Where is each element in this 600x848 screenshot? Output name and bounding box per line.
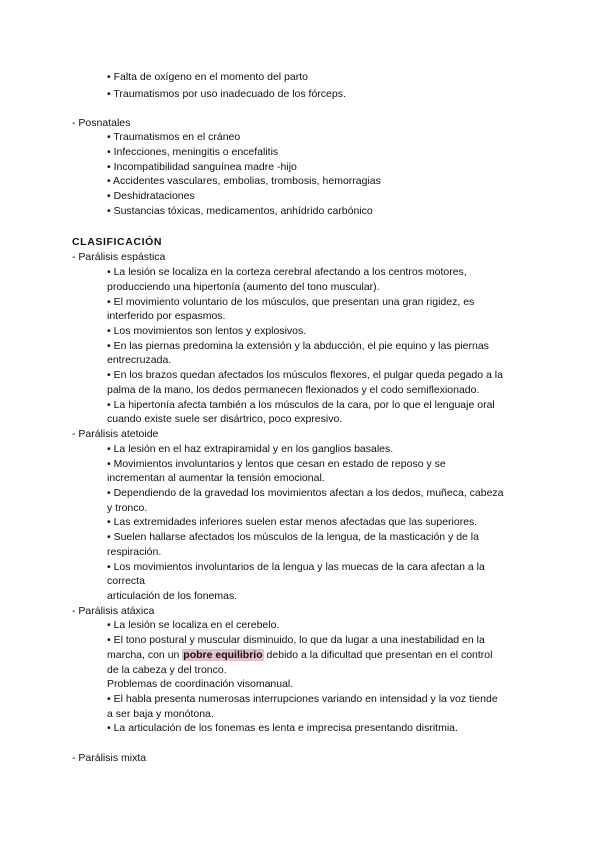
bullet-item: • Deshidrataciones — [107, 190, 195, 202]
bullet-item: • La hipertonía afecta también a los músculos de la cara, por lo que el lenguaje oral — [107, 399, 495, 411]
continuation-text: correcta — [107, 575, 145, 587]
bullet-item: • Dependiendo de la gravedad los movimientos afectan a los dedos, muñeca, cabeza — [107, 487, 504, 499]
continuation-text: articulación de los fonemas. — [107, 590, 238, 602]
bullet-item: • El habla presenta numerosas interrupciones variando en intensidad y la voz tiende — [107, 693, 498, 705]
subsection-label-atetoide: - Parálisis atetoide — [72, 428, 159, 440]
bullet-item: • Los movimientos involuntarios de la lengua y las muecas de la cara afectan a la — [107, 561, 485, 573]
bullet-item: • El movimiento voluntario de los músculos, que presentan una gran rigidez, es — [107, 296, 475, 308]
bullet-item: • Los movimientos son lentos y explosivos. — [107, 325, 307, 337]
continuation-text: palma de la mano, los dedos permanecen flexionados y el codo semiflexionado. — [107, 384, 480, 396]
continuation-text — [107, 648, 492, 662]
bullet-item: • El tono postural y muscular disminuido, lo que da lugar a una inestabilidad en la — [107, 634, 485, 646]
bullet-item: • Traumatismos en el cráneo — [107, 131, 241, 143]
continuation-text: producciendo una hipertonía (aumento del tono muscular). — [107, 281, 380, 293]
bullet-item: • La articulación de los fonemas es lenta e imprecisa presentando disritmia. — [107, 722, 458, 734]
continuation-text: respiración. — [107, 546, 162, 558]
bullet-item: • Sustancias tóxicas, medicamentos, anhídrido carbónico — [107, 205, 373, 217]
continuation-text: de la cabeza y del tronco. — [107, 664, 227, 676]
bullet-item: • Las extremidades inferiores suelen estar menos afectadas que las superiores. — [107, 516, 478, 528]
continuation-text: cuando existe suele ser disártrico, poco expresivo. — [107, 413, 343, 425]
bullet-item: • Suelen hallarse afectados los músculos de la lengua, de la masticación y de la — [107, 531, 479, 543]
bullet-item: • Traumatismos por uso inadecuado de los fórceps. — [107, 88, 346, 100]
continuation-text: incrementan al aumentar la tensión emocional. — [107, 472, 325, 484]
section-heading-clasificacion: CLASIFICACIÓN — [72, 236, 163, 248]
bullet-item: • Infecciones, meningitis o encefalitis — [107, 146, 279, 158]
continuation-text: interferido por espasmos. — [107, 310, 226, 322]
bullet-item: • Accidentes vasculares, embolias, trombosis, hemorragias — [107, 175, 381, 187]
bullet-item: • Movimientos involuntarios y lentos que cesan en estado de reposo y se — [107, 458, 446, 470]
bullet-item: • Incompatibilidad sanguínea madre -hijo — [107, 161, 297, 173]
continuation-text: y tronco. — [107, 502, 148, 514]
bullet-item: • En los brazos quedan afectados los músculos flexores, el pulgar queda pegado a la — [107, 369, 503, 381]
plain-text-line: Problemas de coordinación visomanual. — [107, 678, 294, 690]
subsection-label-espastica: - Parálisis espástica — [72, 251, 166, 263]
highlighted-phrase: pobre equilibrio — [183, 649, 263, 661]
continuation-text: entrecruzada. — [107, 354, 172, 366]
bullet-item: • Falta de oxígeno en el momento del parto — [107, 71, 308, 83]
bullet-item: • En las piernas predomina la extensión y la abducción, el pie equino y las piernas — [107, 340, 489, 352]
text-segment: debido a la dificultad que presentan en el control — [263, 649, 493, 661]
bullet-item: • La lesión se localiza en el cerebelo. — [107, 619, 280, 631]
bullet-item: • La lesión en el haz extrapiramidal y en los ganglios basales. — [107, 443, 394, 455]
subsection-label-ataxica: - Parálisis atáxica — [72, 605, 155, 617]
text-segment: marcha, con un — [107, 649, 183, 661]
continuation-text: a ser baja y monótona. — [107, 708, 214, 720]
subsection-label-mixta: - Parálisis mixta — [72, 752, 147, 764]
bullet-item: • La lesión se localiza en la corteza cerebral afectando a los centros motores, — [107, 266, 467, 278]
section-label-posnatales: - Posnatales — [72, 117, 131, 129]
